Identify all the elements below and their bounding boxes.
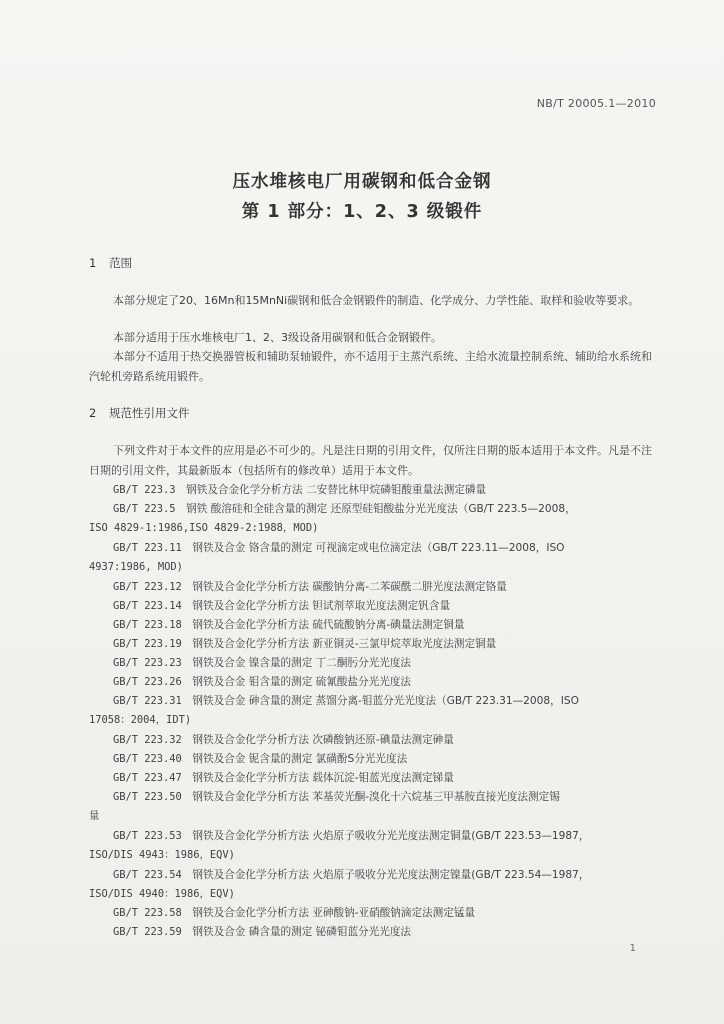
paragraph: 本部分适用于压水堆核电厂1、2、3级设备用碳钢和低合金钢锻件。 — [113, 331, 442, 344]
reference-item — [89, 500, 657, 538]
reference-item — [89, 769, 657, 788]
reference-item — [89, 481, 657, 500]
reference-item — [89, 597, 657, 616]
reference-item — [89, 539, 657, 577]
paragraph: 本部分不适用于热交换器管板和辅助泵轴锻件，亦不适用于主蒸汽系统、主给水流量控制系统、辅助给水系统和汽轮机旁路系统用锻件。 — [89, 350, 652, 383]
paragraph: 本部分规定了20、16Mn和15MnNi碳钢和低合金钢锻件的制造、化学成分、力学性能、取样和验收等要求。 — [113, 294, 640, 307]
reference-title: 钢铁及合金化学分析方法 新亚铜灵-三氯甲烷萃取光度法测定铜量 — [192, 638, 497, 650]
reference-code: GB/T 223.31 — [113, 695, 182, 707]
document-title: 压水堆核电厂用碳钢和低合金钢 — [232, 172, 492, 192]
reference-code: GB/T 223.11 — [113, 542, 182, 554]
reference-item — [89, 673, 657, 692]
reference-title: 钢铁及合金化学分析方法 苯基荧光酮-溴化十六烷基三甲基胺直接光度法测定锡 — [192, 791, 560, 803]
document-subtitle: 第 1 部分：1、2、3 级锻件 — [241, 202, 483, 222]
reference-title: 钢铁及合金化学分析方法 火焰原子吸收分光光度法测定铜量(GB/T 223.53—1987， — [192, 830, 590, 842]
reference-title: 钢铁及合金化学分析方法 硫代硫酸钠分离-碘量法测定铜量 — [192, 619, 465, 631]
reference-item — [89, 635, 657, 654]
reference-title: 钢铁及合金 钼含量的测定 硫氰酸盐分光光度法 — [192, 676, 412, 688]
page-number: 1 — [629, 943, 636, 954]
reference-code: GB/T 223.14 — [113, 600, 182, 612]
reference-code: GB/T 223.50 — [113, 791, 182, 803]
section-number: 2 — [89, 406, 97, 420]
reference-code: GB/T 223.40 — [113, 753, 182, 765]
reference-item — [89, 923, 657, 942]
section-2-heading — [89, 405, 190, 421]
reference-code: GB/T 223.12 — [113, 581, 182, 593]
section-number: 1 — [89, 256, 97, 270]
reference-code: GB/T 223.19 — [113, 638, 182, 650]
section-title: 规范性引用文件 — [109, 406, 190, 420]
section-1-heading — [89, 255, 132, 271]
paragraph: 下列文件对于本文件的应用是必不可少的。凡是注日期的引用文件，仅所注日期的版本适用于本文件。凡是不注日期的引用文件，其最新版本（包括所有的修改单）适用于本文件。 — [89, 444, 652, 477]
reference-title: 钢铁及合金化学分析方法 载体沉淀-钼蓝光度法测定锑量 — [192, 772, 454, 784]
reference-code: GB/T 223.59 — [113, 926, 182, 938]
document-code: NB/T 20005.1—2010 — [536, 97, 656, 110]
reference-continuation: ISO 4829-1:1986,ISO 4829-2:1988，MOD) — [89, 522, 319, 535]
reference-title: 钢铁及合金 砷含量的测定 蒸馏分离-钼蓝分光光度法（GB/T 223.31—2008，ISO — [192, 695, 579, 707]
reference-code: GB/T 223.26 — [113, 676, 182, 688]
reference-title: 钢铁及合金化学分析方法 钽试剂萃取光度法测定钒含量 — [192, 600, 451, 612]
reference-code: GB/T 223.32 — [113, 734, 182, 746]
reference-code: GB/T 223.5 — [113, 503, 176, 515]
reference-title: 钢铁及合金化学分析方法 二安替比林甲烷磷钼酸重量法测定磷量 — [186, 484, 487, 496]
reference-item — [89, 692, 657, 730]
reference-code: GB/T 223.23 — [113, 657, 182, 669]
reference-item — [89, 866, 657, 904]
reference-continuation: ISO/DIS 4943：1986，EQV) — [89, 849, 235, 862]
reference-item — [89, 750, 657, 769]
reference-continuation: 4937:1986, MOD) — [89, 561, 183, 574]
reference-code: GB/T 223.18 — [113, 619, 182, 631]
reference-title: 钢铁及合金 镍含量的测定 丁二酮肟分光光度法 — [192, 657, 412, 669]
reference-title: 钢铁及合金 磷含量的测定 铋磷钼蓝分光光度法 — [192, 926, 412, 938]
reference-title: 钢铁及合金化学分析方法 碳酸钠分离-二苯碳酰二肼光度法测定铬量 — [192, 581, 507, 593]
reference-code: GB/T 223.47 — [113, 772, 182, 784]
reference-title: 钢铁及合金化学分析方法 亚砷酸钠-亚硝酸钠滴定法测定锰量 — [192, 907, 476, 919]
reference-code: GB/T 223.54 — [113, 869, 182, 881]
reference-item — [89, 578, 657, 597]
reference-item — [89, 654, 657, 673]
reference-title: 钢铁及合金 铬含量的测定 可视滴定或电位滴定法（GB/T 223.11—2008，ISO — [192, 542, 565, 554]
reference-item — [89, 788, 657, 826]
reference-item — [89, 731, 657, 750]
reference-title: 钢铁及合金化学分析方法 火焰原子吸收分光光度法测定镍量(GB/T 223.54—1987， — [192, 869, 590, 881]
reference-continuation: ISO/DIS 4940：1986，EQV) — [89, 888, 235, 901]
reference-code: GB/T 223.3 — [113, 484, 176, 496]
reference-item — [89, 827, 657, 865]
reference-item — [89, 904, 657, 923]
reference-continuation: 17058：2004，IDT) — [89, 714, 192, 727]
reference-item — [89, 616, 657, 635]
reference-code: GB/T 223.58 — [113, 907, 182, 919]
reference-title: 钢铁及合金化学分析方法 次磷酸钠还原-碘量法测定砷量 — [192, 734, 454, 746]
reference-continuation: 量 — [89, 810, 100, 823]
reference-title: 钢铁 酸溶硅和全硅含量的测定 还原型硅钼酸盐分光光度法（GB/T 223.5—2008， — [186, 503, 576, 515]
reference-code: GB/T 223.53 — [113, 830, 182, 842]
reference-title: 钢铁及合金 铌含量的测定 氯磺酚S分光光度法 — [192, 753, 408, 765]
section-title: 范围 — [109, 256, 132, 270]
